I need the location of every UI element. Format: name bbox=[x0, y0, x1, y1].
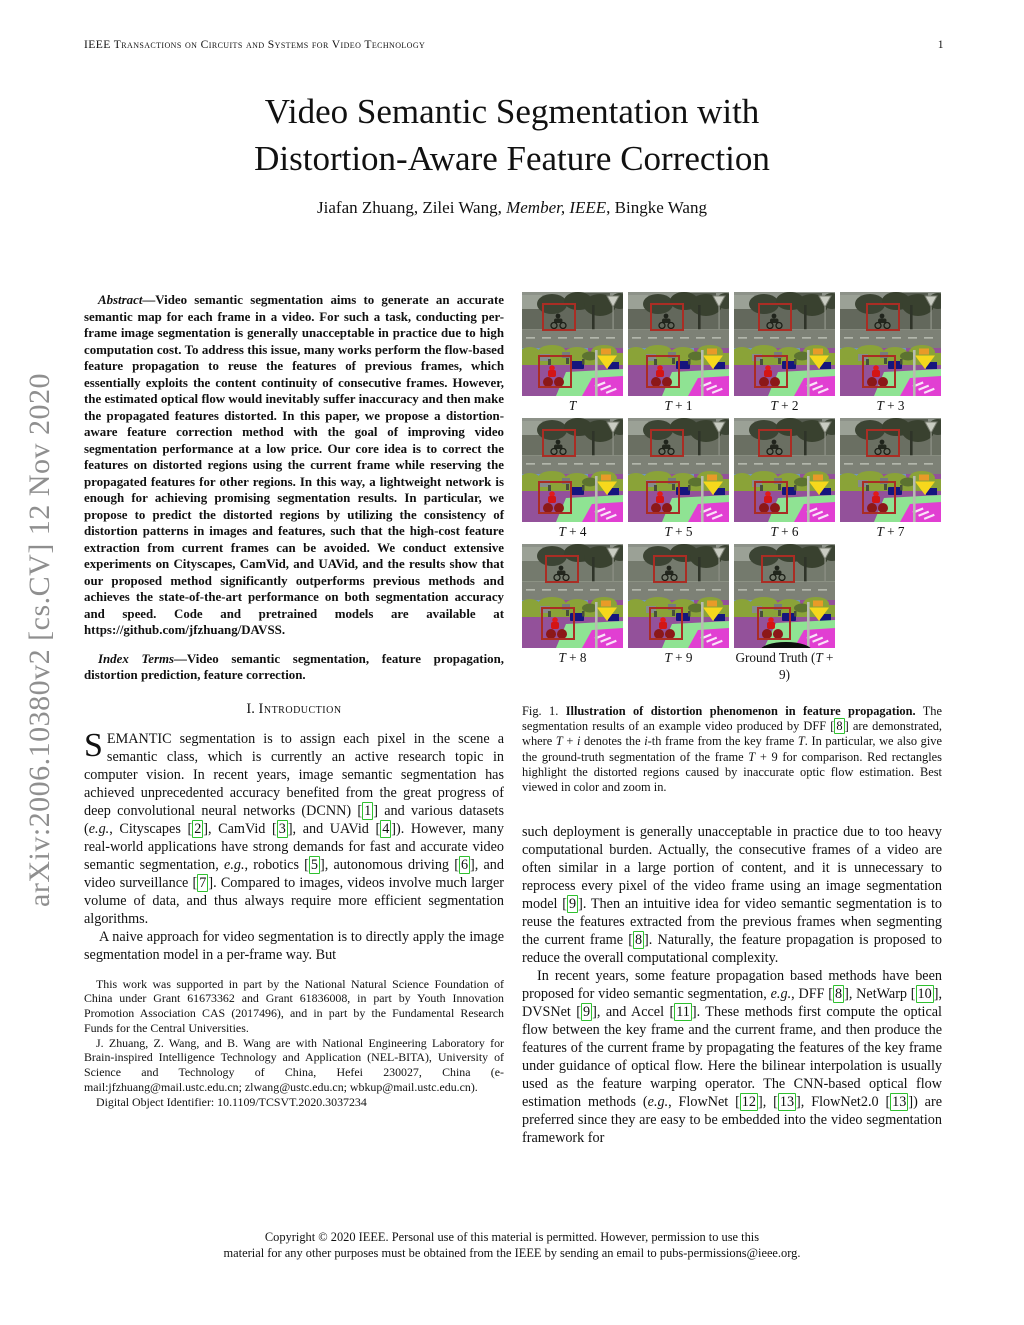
citation-link[interactable]: [ 13 ] bbox=[773, 1094, 801, 1111]
title-line-2: Distortion-Aware Feature Correction bbox=[254, 139, 770, 178]
frame-label: T + 6 bbox=[770, 524, 799, 539]
italic-text: T bbox=[558, 524, 566, 539]
video-frame-thumbnail bbox=[734, 292, 835, 396]
figure-cell bbox=[734, 292, 835, 414]
citation-number: 8 bbox=[836, 719, 843, 734]
abstract bbox=[84, 292, 504, 639]
frame-label: T + 5 bbox=[664, 524, 693, 539]
figure-cell bbox=[522, 418, 623, 540]
frame-label: T + 4 bbox=[558, 524, 587, 539]
body-paragraph-continuation: such deployment is generally unacceptable in practice due to too heavy computational burden. Actually, the consecutive frames of a video are often similar in a large portion of content, and it is unnecessary to reprocess every pixel of the video frame using an image segmentation model [ 9 ]. Then an intuitive idea for video semantic segmentation is to reuse the features extracted from the previous frames when segmenting the current frame [ 8 ]. Naturally, the feature propagation is proposed to reduce the overall computational complexity. bbox=[522, 824, 942, 967]
citation-number: 8 bbox=[835, 986, 843, 1003]
frame-label: T + 8 bbox=[558, 650, 587, 665]
right-column bbox=[522, 292, 942, 1147]
body-paragraph-related-work: In recent years, some feature propagation based methods have been proposed for video semantic segmentation, e.g., DFF [ 8 ], NetWarp [ 10 ], DVSNet [ 9 ], and Accel [ 11 ]. These methods first compute the optical flow between the key frame and the current frame, and then produce the features of the current frame by propagating the features of the key frame under guidance of optical flow. Here the bilinear interpolation is usually used as the feature warping operator. The CNN-based optical flow estimation methods (e.g., FlowNet [ 12 ], [ 13 ], FlowNet2.0 [ 13 ]) are preferred since they are easy to be embedded into the video segmentation framework for bbox=[522, 968, 943, 1147]
citation-link[interactable]: [ 12 ] bbox=[735, 1094, 763, 1111]
italic-text: T bbox=[748, 749, 756, 764]
drop-cap: S bbox=[84, 726, 103, 764]
copyright-line-1: Copyright © 2020 IEEE. Personal use of this material is permitted. However, permission to use this bbox=[264, 1230, 760, 1244]
bold-text: Illustration of distortion phenomenon in feature propagation. bbox=[565, 704, 916, 718]
figure-grid bbox=[522, 292, 942, 683]
figure-cell bbox=[840, 292, 941, 414]
citation-number: 8 bbox=[634, 932, 643, 949]
right-column-text bbox=[522, 823, 942, 1147]
journal-name: IEEE Transactions on Circuits and Systems for Video Technology bbox=[84, 38, 426, 51]
intro-paragraph-1 bbox=[84, 726, 504, 928]
citation-number: 3 bbox=[278, 820, 286, 837]
italic-text: i bbox=[644, 734, 648, 749]
figure-cell bbox=[522, 292, 623, 414]
italic-text: T bbox=[770, 524, 778, 539]
italic-text: T bbox=[664, 524, 672, 539]
bold-text: —Video semantic segmentation aims to generate an accurate semantic map for each frame in a video. For such a task, conducting per-frame image segmentation is generally unacceptable in practice due to high computation cost. To address this issue, many works perform the flow-based feature propagation to reuse the features of previous frames, which essentially exploits the content continuity of consecutive frames. However, the estimated optical flow would inevitably suffer inaccuracy and then make the propagated features distorted. In this paper, we propose a distortion-aware feature correction method with the goal of improving video segmentation performance at a low price. Our core idea is to correct the features on distorted regions using the current frame while reserving the propagated features for other regions. In this way, a lightweight network is enough for achieving promising segmentation results. In particular, we propose to predict the distorted regions by utilizing the consistency of distortion patterns in images and features, such that the high-cost feature extraction from current frames can be avoided. We conduct extensive experiments on Cityscapes, CamVid, and UAVid, and the results show that our proposed method significantly outperforms previous methods and achieves the state-of-the-art performance on both segmentation accuracy and speed. Code and pretrained models are available at https://github.com/jfzhuang/DAVSS. bbox=[84, 293, 504, 637]
citation-link[interactable]: [ 9 ] bbox=[576, 1004, 597, 1021]
citation-link[interactable]: [ 3 ] bbox=[271, 820, 293, 837]
citation-number: 7 bbox=[199, 874, 207, 891]
italic-text: T bbox=[664, 398, 672, 413]
frame-label bbox=[522, 397, 623, 414]
bold-italic-text: Index Terms bbox=[98, 651, 175, 666]
intro-paragraph-2: A naive approach for video segmentation is to directly apply the image segmentation model in a per-frame way. But bbox=[84, 928, 504, 963]
figure-row bbox=[522, 292, 942, 414]
italic-text: T bbox=[876, 398, 884, 413]
bold-italic-text: Abstract bbox=[98, 293, 143, 307]
frame-label: T + 2 bbox=[770, 398, 799, 413]
citation-number: 2 bbox=[194, 820, 202, 837]
footnote-funding: This work was supported in part by the National Natural Science Foundation of China under Grant 61673362 and Grant 61836008, in part by Youth Innovation Promotion Association CAS (2017496), and in part by the Fundamental Research Funds for the Central Universities. bbox=[84, 976, 504, 1035]
frame-label: T + 1 bbox=[664, 398, 693, 413]
italic-text: Member, IEEE bbox=[506, 198, 607, 217]
citation-link[interactable]: [ 10 ] bbox=[910, 986, 939, 1003]
italic-text: T bbox=[558, 650, 566, 665]
introduction-text bbox=[84, 726, 504, 964]
figure-cell bbox=[522, 544, 623, 683]
abstract-text bbox=[84, 292, 504, 639]
citation-link[interactable]: [ 13 ] bbox=[885, 1094, 914, 1111]
figure-cell-empty bbox=[840, 544, 941, 683]
citation-link[interactable]: [ 1 ] bbox=[357, 802, 378, 819]
figure-cell bbox=[840, 418, 941, 540]
footnote-affiliation: J. Zhuang, Z. Wang, and B. Wang are with National Engineering Laboratory for Brain-inspired Intelligence Technology and Application (NEL-BITA), University of Science and Technology of China, Hefei 230027, China (e-mail:jfzhuang@mail.ustc.edu.cn; zlwang@ustc.edu.cn; wbkup@mail.ustc.edu.cn). bbox=[84, 1035, 504, 1095]
italic-text: e.g. bbox=[224, 856, 245, 873]
italic-text: T bbox=[770, 398, 778, 413]
title-line-1: Video Semantic Segmentation with bbox=[264, 92, 760, 131]
video-frame-thumbnail bbox=[522, 418, 623, 522]
citation-number: 11 bbox=[676, 1004, 690, 1021]
citation-number: 9 bbox=[583, 1004, 591, 1021]
running-header bbox=[84, 38, 944, 51]
italic-text: T bbox=[876, 524, 884, 539]
figure-row bbox=[522, 544, 942, 683]
citation-number: 12 bbox=[741, 1094, 756, 1111]
citation-link[interactable]: [ 11 ] bbox=[669, 1004, 697, 1021]
frame-label: T + 9 bbox=[664, 650, 693, 665]
figure-cell bbox=[628, 292, 729, 414]
arxiv-stamp: arXiv:2006.10380v2 [cs.CV] 12 Nov 2020 bbox=[23, 373, 56, 907]
citation-number: 5 bbox=[310, 856, 318, 873]
italic-text: T bbox=[555, 734, 563, 749]
author-line: Jiafan Zhuang, Zilei Wang, Member, IEEE, Bingke Wang bbox=[317, 198, 707, 217]
italic-text: T bbox=[568, 398, 577, 413]
citation-number: 13 bbox=[892, 1094, 907, 1111]
section-title: Introduction bbox=[258, 700, 342, 717]
citation-link[interactable]: [ 2 ] bbox=[187, 820, 209, 837]
figure-cell bbox=[628, 544, 729, 683]
citation-link[interactable]: [ 8 ] bbox=[628, 932, 649, 949]
section-number: I. bbox=[246, 700, 255, 717]
italic-text: T bbox=[815, 650, 823, 665]
italic-text: i bbox=[576, 734, 581, 749]
italic-text: T bbox=[664, 650, 672, 665]
italic-text: e.g. bbox=[770, 986, 792, 1003]
left-column bbox=[84, 292, 504, 1110]
figure-cell bbox=[734, 544, 835, 683]
footnote-block bbox=[84, 977, 504, 1110]
figure-1 bbox=[522, 292, 942, 795]
bold-text: —Video semantic segmentation, feature propagation, distortion prediction, feature correction. bbox=[84, 651, 504, 682]
video-frame-thumbnail bbox=[840, 292, 941, 396]
video-frame-thumbnail bbox=[840, 418, 941, 522]
intro-paragraph-1-text: EMANTIC segmentation is to assign each pixel in the scene a semantic class, which is currently an active research topic in computer vision. In recent years, image semantic segmentation has achieved unprecedented accuracy benefited from the great progress of deep convolutional neural networks (DCNN) [ 1 ] and various datasets (e.g., Cityscapes [ 2 ], CamVid [ 3 ], and UAVid [ 4 ]). However, many real-world applications have strong demands for fast and accurate video semantic segmentation, e.g., robotics [ 5 ], autonomous driving [ 6 ], and video surveillance [ 7 ]. Compared to images, videos involve much larger volume of data, and thus always require more efficient segmentation algorithms. bbox=[84, 730, 504, 927]
citation-number: 1 bbox=[364, 802, 372, 819]
frame-label: Ground Truth (T + 9) bbox=[735, 650, 834, 682]
frame-label: T + 7 bbox=[876, 524, 905, 539]
italic-text: e.g. bbox=[88, 820, 110, 837]
citation-link[interactable]: [ 8 ] bbox=[830, 719, 849, 734]
footnote-doi: Digital Object Identifier: 10.1109/TCSVT.2020.3037234 bbox=[96, 1094, 367, 1109]
citation-link[interactable]: [ 9 ] bbox=[562, 896, 583, 913]
citation-link[interactable]: [ 8 ] bbox=[828, 986, 849, 1003]
citation-number: 4 bbox=[382, 820, 390, 837]
video-frame-thumbnail bbox=[522, 544, 623, 648]
citation-link[interactable]: [ 5 ] bbox=[304, 856, 325, 873]
copyright-line-2: material for any other purposes must be obtained from the IEEE by sending an email to pubs-permissions@ieee.org. bbox=[223, 1245, 801, 1260]
citation-number: 10 bbox=[917, 986, 932, 1003]
figure-row bbox=[522, 418, 942, 540]
video-frame-thumbnail bbox=[628, 544, 729, 648]
frame-label: T + 3 bbox=[876, 398, 905, 413]
figure-1-caption: Fig. 1. Illustration of distortion phenomenon in feature propagation. The segmentation results of an example video produced by DFF [ 8 ] are demonstrated, where T + i denotes the i-th frame from the key frame T. In particular, we also give the ground-truth segmentation of the frame T + 9 for comparison. Red rectangles highlight the distorted regions caused by inaccurate optic flow estimation. Best viewed in color and zoom in. bbox=[522, 704, 943, 795]
italic-text: e.g. bbox=[647, 1094, 669, 1111]
video-frame-thumbnail bbox=[522, 292, 623, 396]
citation-number: 13 bbox=[779, 1094, 795, 1111]
paper-title bbox=[0, 88, 1024, 182]
citation-link[interactable]: [ 4 ] bbox=[375, 820, 397, 837]
index-terms-text bbox=[84, 651, 504, 684]
video-frame-thumbnail bbox=[628, 418, 729, 522]
section-heading-introduction bbox=[84, 701, 504, 718]
citation-link[interactable]: [ 7 ] bbox=[192, 874, 214, 891]
citation-number: 6 bbox=[460, 856, 469, 873]
video-frame-thumbnail bbox=[734, 418, 835, 522]
index-terms bbox=[84, 651, 504, 684]
figure-cell bbox=[628, 418, 729, 540]
italic-text: T bbox=[797, 734, 805, 749]
video-frame-thumbnail bbox=[628, 292, 729, 396]
citation-number: 9 bbox=[568, 896, 577, 913]
page-number: 1 bbox=[937, 38, 944, 51]
copyright-notice bbox=[0, 1230, 1024, 1261]
figure-cell bbox=[734, 418, 835, 540]
citation-link[interactable]: [ 6 ] bbox=[454, 856, 475, 873]
video-frame-thumbnail bbox=[734, 544, 835, 648]
